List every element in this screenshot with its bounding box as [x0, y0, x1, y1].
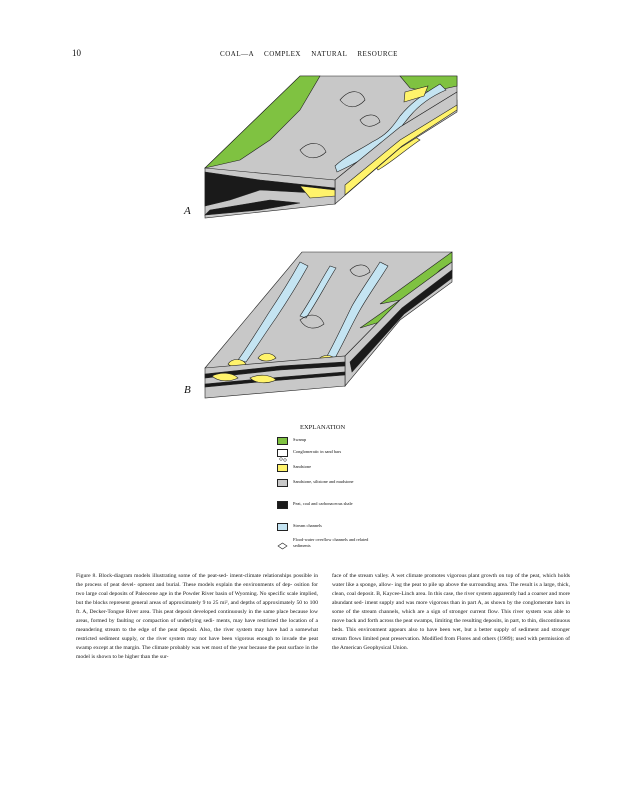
legend-label: Conglomeratic in sand bars: [293, 449, 342, 454]
legend-label: Flood-water overflow channels and related sediments: [293, 537, 369, 548]
conglomerate-swatch: [277, 449, 288, 457]
legend-label: Swamp: [293, 437, 307, 442]
block-diagram-a: [205, 76, 457, 218]
figure-caption-left: Figure 8. Block-diagram models illustrating some of the peat-sed- iment-climate relationships possible in the process of peat devel- opment and burial. These models explain the environments of dep- osition for two large coal deposits of Paleocene age in the Powder River basin of Wyoming. No specific scale implied, but the blocks represent general areas of approximately 9 to 25 mi², and depths of approximately 50 to 100 ft. A, Decker-Tongue River area. This peat deposit developed continuously in the same place because low areas, formed by faulting or compaction of underlying sedi- ments, may have restricted the location of a meandering stream to the edge of the peat deposit. Also, the river system may have had a somewhat restricted sediment supply, or the river system may not have been vigorous enough to invade the peat swamp except at the margin. The climate probably was wet most of the year because the peat surface in the model is shown to be higher than the sur-: [76, 573, 318, 660]
sandstone-swatch: [277, 464, 288, 472]
figure-label-b: B: [184, 384, 191, 396]
block-diagram-b: [205, 252, 452, 398]
running-head: COAL—A COMPLEX NATURAL RESOURCE: [220, 50, 398, 58]
explanation-title: EXPLANATION: [300, 424, 346, 431]
stream-swatch: [277, 523, 288, 531]
legend-label: Stream channels: [293, 523, 322, 528]
page-number: 10: [72, 48, 81, 58]
figure-caption-right: face of the stream valley. A wet climate promotes vigorous plant growth on top of the peat, which holds water like a sponge, allow- ing the peat to pile up above the surrounding area. The result is a large, thick, clean, coal deposit. B, Kaycee-Linch area. In this case, the river system apparently had a coarser and more abundant sed- iment supply and was more vigorous than in part A, as shown by the conglomerate bars in some of the stream channels, which are a sign of stronger current flow. This river system was able to move back and forth across the peat swamps, limiting the resulting deposits, in part, to thin, discontinuous beds. This environment appears also to have been wet, but a better supply of sediment and stronger stream flows limited peat preservation. Modified from Flores and others (1989); used with permission of the American Geophysical Union.: [332, 573, 570, 651]
figure-label-a: A: [184, 205, 191, 217]
legend-label: Peat, coal and carbonaceous shale: [293, 501, 353, 506]
swamp-swatch: [277, 437, 288, 445]
legend-label: Sandstone, siltstone and mudstone: [293, 479, 354, 484]
siltstone-swatch: [277, 479, 288, 487]
peat-swatch: [277, 501, 288, 509]
legend-label: Sandstone: [293, 464, 312, 469]
floodwater-swatch: [277, 537, 288, 545]
